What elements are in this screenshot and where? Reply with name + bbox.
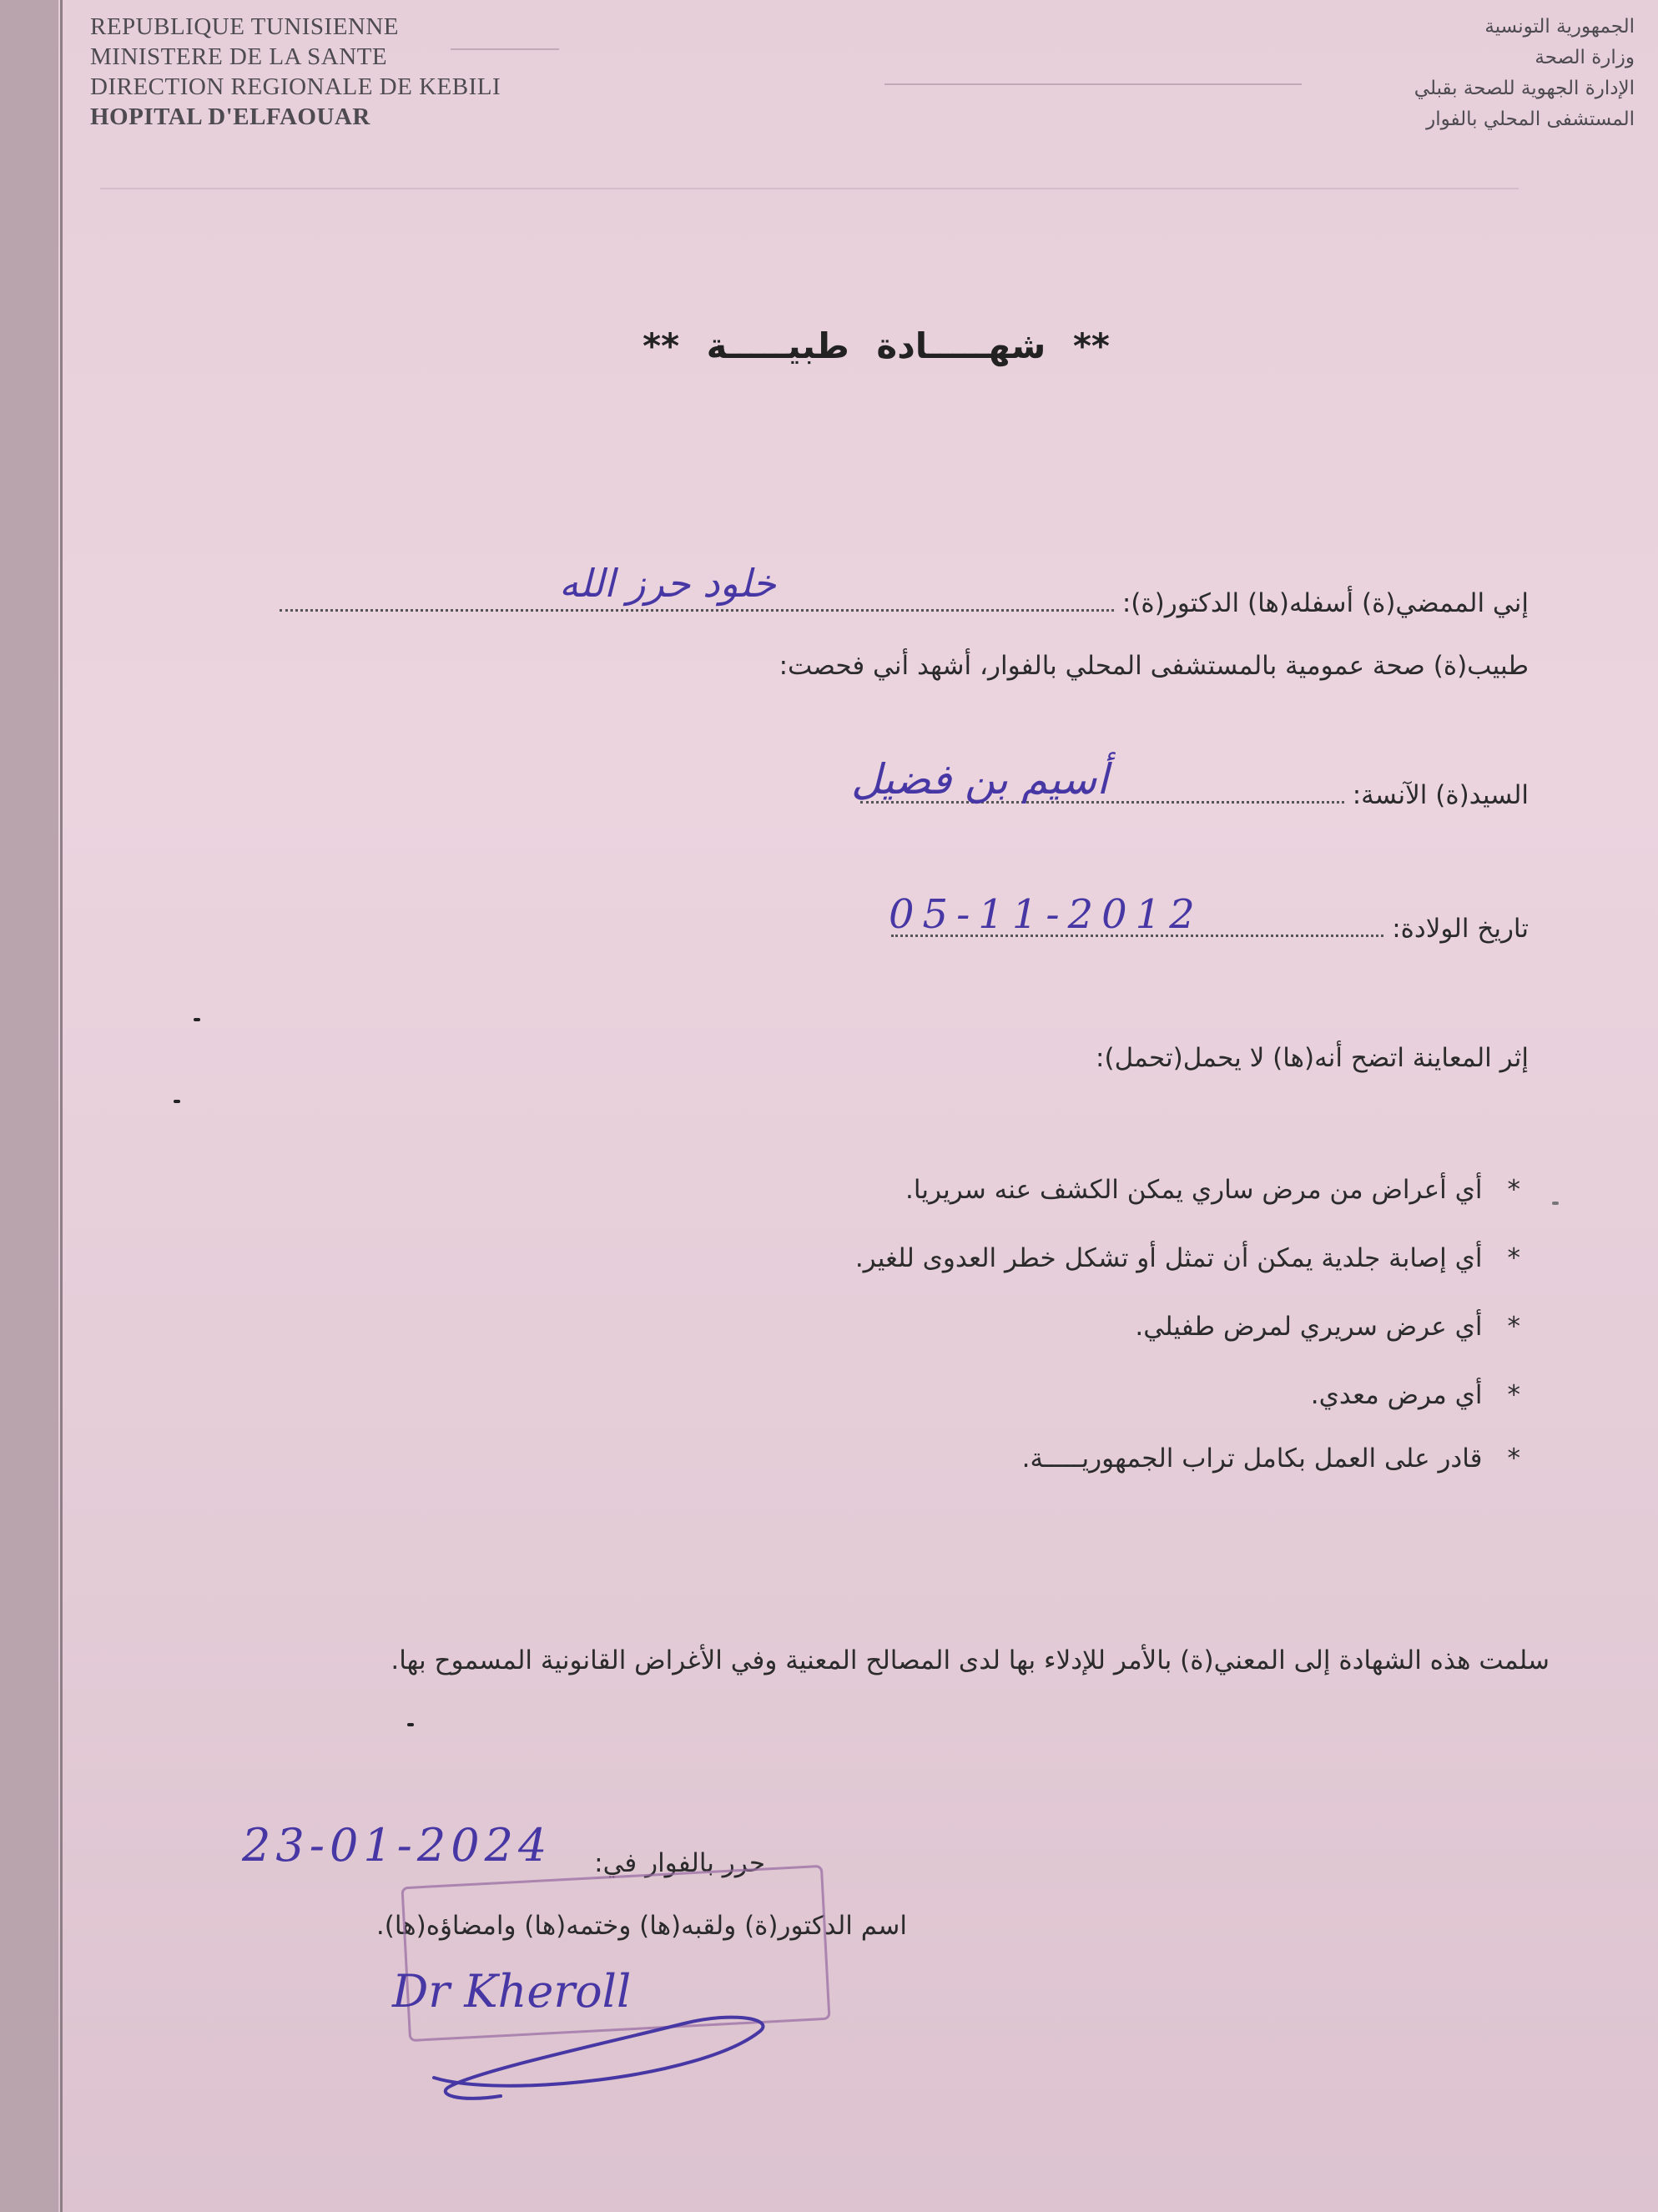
ink-speck [174,1100,180,1103]
patient-label: السيد(ة) الآنسة: [1352,780,1529,810]
issued-date-handwritten: 23-01-2024 [242,1819,552,1872]
ink-speck [1552,1202,1559,1205]
ink-speck [407,1723,414,1726]
patient-name-handwritten: أسيم بن فضيل [851,755,1109,804]
ink-speck [194,1018,200,1021]
header-divider [100,188,1519,189]
header-divider [884,83,1302,85]
doctor-line [280,588,1529,618]
dob-handwritten: 05-11-2012 [889,891,1203,938]
asterisk-icon: * [1507,1444,1520,1474]
header-ar-line: وزارة الصحة [1535,47,1635,68]
bullet-item: *أي أعراض من مرض ساري يمكن الكشف عنه سريريا. [905,1175,1520,1205]
delivery-text: سلمت هذه الشهادة إلى المعني(ة) بالأمر للإدلاء بها لدى المصالح المعنية وفي الأغراض القانونية المسموح بها. [391,1645,1550,1675]
header-ar-line: الجمهورية التونسية [1484,16,1635,38]
header-fr-line: DIRECTION REGIONALE DE KEBILI [90,73,501,100]
header-fr-line: REPUBLIQUE TUNISIENNE [90,13,400,40]
certificate-title: ** شهـــــادة طبيـــــة ** [643,325,1110,366]
asterisk-icon: * [1507,1312,1520,1342]
bullet-item: *قادر على العمل بكامل تراب الجمهوريـــــة. [1021,1444,1520,1474]
header-arabic [1414,12,1635,135]
margin-line [60,0,63,2212]
header-ar-line: الإدارة الجهوية للصحة بقبلي [1414,78,1635,99]
doctor-signature: Dr Kheroll [392,1965,632,2018]
dob-label: تاريخ الولادة: [1392,914,1529,944]
bullet-item: *أي إصابة جلدية يمكن أن تمثل أو تشكل خطر العدوى للغير. [854,1243,1520,1273]
bullet-item: *أي مرض معدي. [1310,1380,1520,1410]
asterisk-icon: * [1507,1380,1520,1410]
header-divider [451,48,559,50]
signature-label: اسم الدكتور(ة) ولقبه(ها) وختمه(ها) وامضاؤه(ها). [375,1911,907,1941]
asterisk-icon: * [1507,1243,1520,1273]
signature-flourish [384,1953,818,2103]
header-fr-line: MINISTERE DE LA SANTE [90,43,388,70]
header-french [90,12,501,132]
affiliation-text: طبيب(ة) صحة عمومية بالمستشفى المحلي بالفوار، أشهد أني فحصت: [779,651,1529,681]
header-ar-line: المستشفى المحلي بالفوار [1426,108,1635,130]
header-fr-line: HOPITAL D'ELFAOUAR [90,103,370,130]
doctor-name-handwritten: خلود حرز الله [559,561,776,606]
bullet-item: *أي عرض سريري لمرض طفيلي. [1135,1312,1520,1342]
asterisk-icon: * [1507,1175,1520,1205]
issued-label: حرر بالفوار في: [594,1848,765,1878]
doctor-label: إني الممضي(ة) أسفله(ها) الدكتور(ة): [1121,588,1529,618]
finding-text: إثر المعاينة اتضح أنه(ها) لا يحمل(تحمل): [1096,1043,1529,1073]
